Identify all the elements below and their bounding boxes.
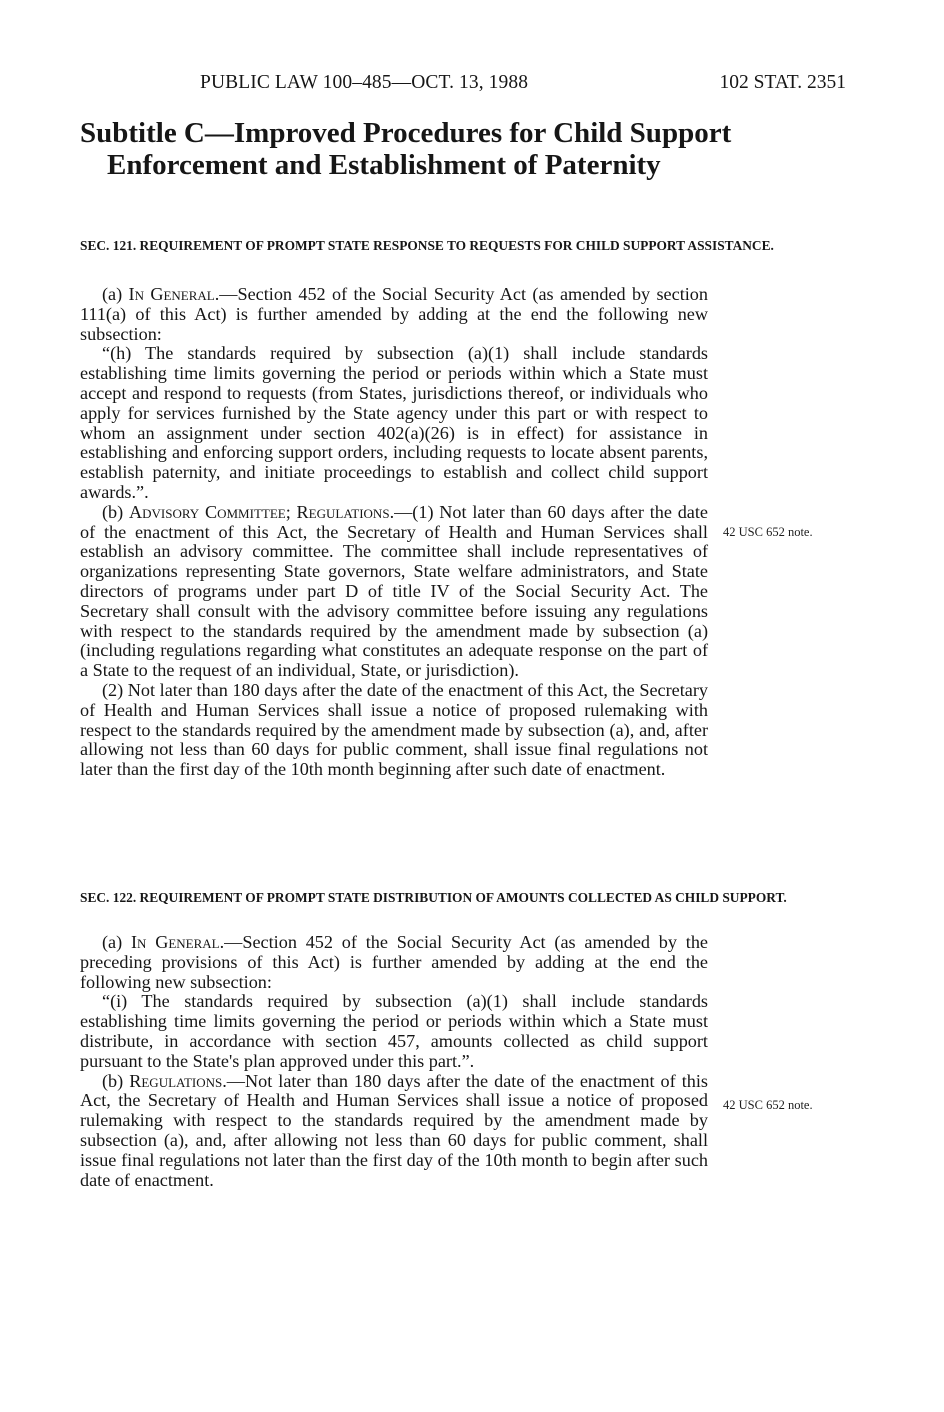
subsection-text: .—Section 452 of the Social Security Act (as amended by the preceding provisions of this Act) is further amended by adding at the end the following new subsection: bbox=[80, 932, 709, 992]
section-122-subsection-b bbox=[80, 1072, 708, 1191]
subsection-text: .—Not later than 180 days after the date of the enactment of this Act, the Secretary of Health and Human Services shall issue a notice of proposed rulemaking with respect to the standards required by the amendment made by subsection (a), and, after allowing not less than 60 days for public comment, shall issue final regulations not later than the first day of the 10th month to begin after such date of enactment. bbox=[80, 1070, 708, 1190]
section-121-body bbox=[80, 285, 708, 780]
subsection-label: (a) bbox=[102, 932, 123, 952]
subsection-caption: In General bbox=[128, 284, 215, 304]
margin-note-121: 42 USC 652 note. bbox=[723, 525, 813, 539]
quoted-subsection-i: “(i) The standards required by subsection (a)(1) shall include standards establishing time limits governing the period or periods within which a State must distribute, in accordance with section 457, amounts collected as child support pursuant to the State's plan approved under this part.”. bbox=[80, 991, 708, 1071]
subsection-label: (b) bbox=[102, 1070, 124, 1091]
subsection-text: .—Section 452 of the Social Security Act (as amended by section 111(a) of this Act) is further amended by adding at the end the following new subsection: bbox=[80, 284, 708, 344]
section-121-heading: SEC. 121. REQUIREMENT OF PROMPT STATE RESPONSE TO REQUESTS FOR CHILD SUPPORT ASSISTANCE. bbox=[80, 238, 774, 253]
section-122-subsection-a bbox=[80, 933, 708, 992]
section-122-heading: SEC. 122. REQUIREMENT OF PROMPT STATE DISTRIBUTION OF AMOUNTS COLLECTED AS CHILD SUPPORT. bbox=[80, 890, 787, 905]
subsection-caption: Advisory Committee; Regulations bbox=[129, 501, 390, 522]
section-122-body bbox=[80, 933, 708, 1190]
running-head: PUBLIC LAW 100–485—OCT. 13, 1988 bbox=[200, 72, 529, 93]
section-121-paragraph-2: (2) Not later than 180 days after the date of the enactment of this Act, the Secretary of Health and Human Services shall issue a notice of proposed rulemaking with respect to the standards required by the amendment made by subsection (a), and, after allowing not less than 60 days for public comment, shall issue final regulations not later than the first day of the 10th month beginning after such date of enactment. bbox=[80, 679, 708, 780]
section-121-subsection-a bbox=[80, 285, 708, 344]
subsection-text: .—(1) Not later than 60 days after the date of the enactment of this Act, the Secretary of Health and Human Services shall establish an advisory committee. The committee shall include representatives of organizations representing State governors, State welfare administrators, and State directors of programs under part D of title IV of the Social Security Act. The Secretary shall consult with the advisory committee before issuing any regulations with respect to the standards required by the amendment made by subsection (a) (including regulations regarding what constitutes an adequate response on the part of a State to the request of an individual, State, or jurisdiction). bbox=[80, 501, 708, 681]
subtitle-heading: Subtitle C—Improved Procedures for Child Support Enforcement and Establishment of Paternity bbox=[80, 117, 732, 181]
quoted-subsection-h: “(h) The standards required by subsection (a)(1) shall include standards establishing time limits governing the period or periods within which a State must accept and respond to requests (from States, jurisdictions thereof, or individuals who apply for services furnished by the State agency under this part or with respect to whom an assignment under section 402(a)(26) is in effect) for assistance in establishing and enforcing support orders, including requests to locate absent parents, establish paternity, and initiate proceedings to establish and collect child support awards.”. bbox=[80, 343, 708, 502]
statute-reference: 102 STAT. 2351 bbox=[719, 72, 846, 93]
subsection-caption: Regulations bbox=[129, 1070, 223, 1091]
subsection-label: (a) bbox=[102, 284, 123, 304]
section-121-subsection-b bbox=[80, 503, 708, 681]
margin-note-122: 42 USC 652 note. bbox=[723, 1098, 813, 1112]
subsection-caption: In General bbox=[130, 932, 220, 952]
subsection-label: (b) bbox=[102, 501, 124, 522]
